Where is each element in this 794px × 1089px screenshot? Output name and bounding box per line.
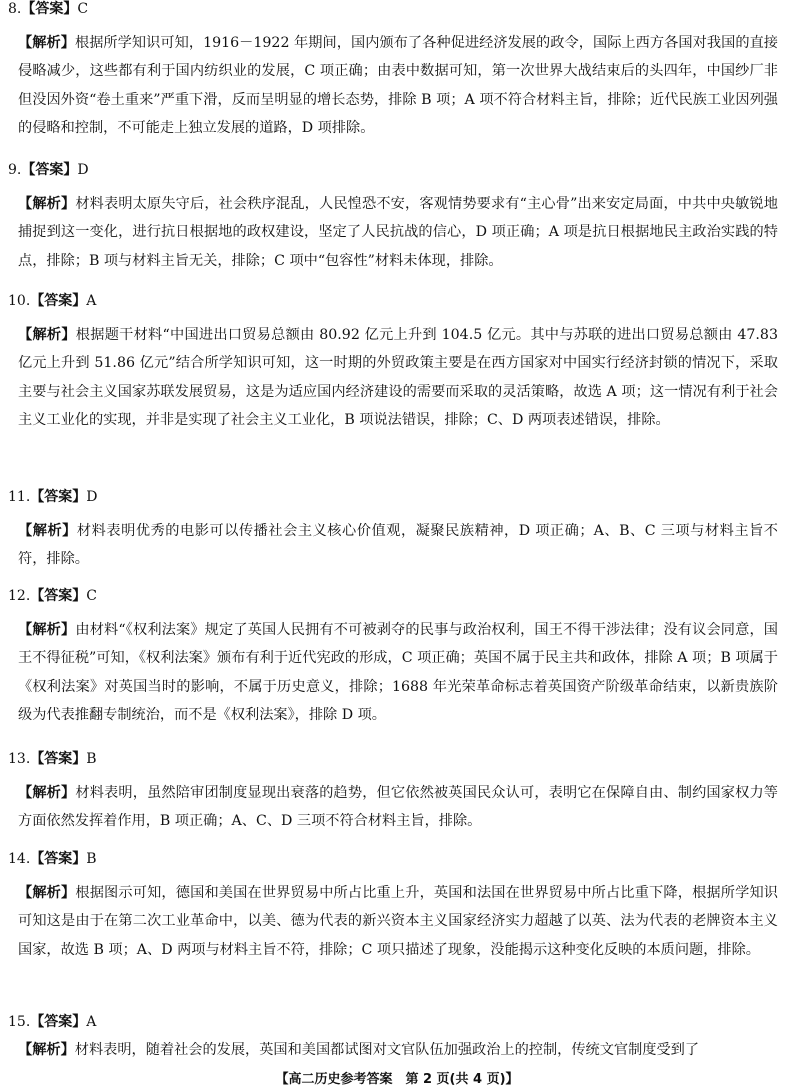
answer-value: D — [86, 489, 98, 505]
question-number: 15. — [8, 1014, 31, 1030]
question-number: 10. — [8, 293, 31, 309]
explanation-text: 材料表明优秀的电影可以传播社会主义核心价值观，凝聚民族精神，D 项正确；A、B、C 三项与材料主旨不符，排除。 — [18, 523, 778, 568]
answer-line — [8, 161, 89, 179]
explanation-text: 材料表明，随着社会的发展，英国和美国都试图对文官队伍加强政治上的控制，传统文官制度受到了 — [74, 1042, 700, 1058]
explanation-paragraph — [18, 616, 778, 730]
answer-line — [8, 1013, 96, 1031]
answer-value: B — [86, 751, 97, 767]
answer-label: 【答案】 — [30, 751, 87, 767]
question-number: 13. — [8, 751, 31, 767]
question-number: 14. — [8, 851, 31, 867]
answer-line — [8, 850, 97, 868]
explanation-text: 材料表明太原失守后，社会秩序混乱，人民惶恐不安，客观情势要求有“主心骨”出来安定局面，中共中央敏锐地捕捉到这一变化，进行抗日根据地的政权建设，坚定了人民抗战的信心，D 项正确；A 项是抗日根据地民主政治实践的特点，排除；B 项与材料主旨无关，排除；C 项中“包容性”材料未体现，排除。 — [18, 196, 778, 269]
question-number: 11. — [8, 489, 31, 505]
explanation-label: 【解析】 — [18, 523, 77, 539]
answer-value: B — [86, 851, 97, 867]
answer-value: D — [77, 162, 89, 178]
question-number: 9. — [8, 162, 22, 178]
question-number: 12. — [8, 588, 31, 604]
explanation-paragraph — [18, 1036, 778, 1064]
explanation-label: 【解析】 — [18, 885, 76, 901]
answer-value: C — [86, 588, 97, 604]
answer-label: 【答案】 — [21, 162, 78, 178]
explanation-paragraph — [18, 517, 778, 574]
answer-label: 【答案】 — [30, 588, 87, 604]
page-footer: 【高二历史参考答案 第 2 页(共 4 页)】 — [275, 1072, 519, 1087]
answer-value: C — [77, 1, 89, 17]
explanation-label: 【解析】 — [18, 622, 76, 638]
explanation-paragraph — [18, 321, 778, 435]
answer-value: A — [86, 1014, 97, 1030]
answer-line — [8, 587, 97, 605]
explanation-paragraph — [18, 879, 778, 964]
answer-line — [8, 292, 96, 310]
explanation-text: 根据图示可知，德国和美国在世界贸易中所占比重上升，英国和法国在世界贸易中所占比重下降，根据所学知识可知这是由于在第二次工业革命中，以美、德为代表的新兴资本主义国家经济实力超越了以英、法为代表的老牌资本主义国家，故选 B 项；A、D 两项与材料主旨不符，排除；C 项只描述了现象，没能揭示这种变化反映的本质问题，排除。 — [18, 885, 778, 958]
answer-label: 【答案】 — [21, 1, 78, 17]
answer-label: 【答案】 — [30, 851, 87, 867]
answer-line — [8, 0, 88, 18]
explanation-label: 【解析】 — [18, 1042, 75, 1058]
explanation-text: 由材料“《权利法案》规定了英国人民拥有不可被剥夺的民事与政治权利，国王不得干涉法律；没有议会同意，国王不得征税”可知，《权利法案》颁布有利于近代宪政的形成，C 项正确；英国不属于民主共和政体，排除 A 项；B 项属于《权利法案》对英国当时的影响，不属于历史意义，排除；1688 年光荣革命标志着英国资产阶级革命结束，以新贵族阶级为代表推翻专制统治，而不是《权利法案》，排除 D 项。 — [18, 622, 778, 724]
answer-label: 【答案】 — [30, 293, 87, 309]
explanation-text: 材料表明，虽然陪审团制度显现出衰落的趋势，但它依然被英国民众认可，表明它在保障自由、制约国家权力等方面依然发挥着作用，B 项正确；A、C、D 三项不符合材料主旨，排除。 — [18, 785, 778, 830]
answer-value: A — [86, 293, 97, 309]
question-number: 8. — [8, 1, 22, 17]
explanation-label: 【解析】 — [18, 196, 76, 212]
explanation-paragraph — [18, 190, 778, 275]
answer-line — [8, 750, 97, 768]
explanation-label: 【解析】 — [18, 327, 76, 343]
explanation-label: 【解析】 — [18, 785, 76, 801]
answer-line — [8, 488, 98, 506]
answer-label: 【答案】 — [30, 1014, 87, 1030]
explanation-paragraph — [18, 29, 778, 143]
explanation-label: 【解析】 — [18, 35, 75, 51]
explanation-text: 根据题干材料“中国进出口贸易总额由 80.92 亿元上升到 104.5 亿元。其中与苏联的进出口贸易总额由 47.83 亿元上升到 51.86 亿元”结合所学知识可知，这一时期的外贸政策主要是在西方国家对中国实行经济封锁的情况下，采取主要与社会主义国家苏联发展贸易，这是为适应国内经济建设的需要而采取的灵活策略，故选 A 项；这一情况有利于社会主义工业化的实现，并非是实现了社会主义工业化，B 项说法错误，排除；C、D 两项表述错误，排除。 — [18, 327, 778, 429]
explanation-paragraph — [18, 779, 778, 836]
answer-label: 【答案】 — [30, 489, 87, 505]
explanation-text: 根据所学知识可知，1916－1922 年期间，国内颁布了各种促进经济发展的政令，国际上西方各国对我国的直接侵略减少，这些都有利于国内纺织业的发展，C 项正确；由表中数据可知，第一次世界大战结束后的头四年，中国纱厂非但没因外资“卷土重来”严重下滑，反而呈明显的增长态势，排除 B 项；A 项不符合材料主旨，排除；近代民族工业因列强的侵略和控制，不可能走上独立发展的道路，D 项排除。 — [18, 35, 778, 137]
